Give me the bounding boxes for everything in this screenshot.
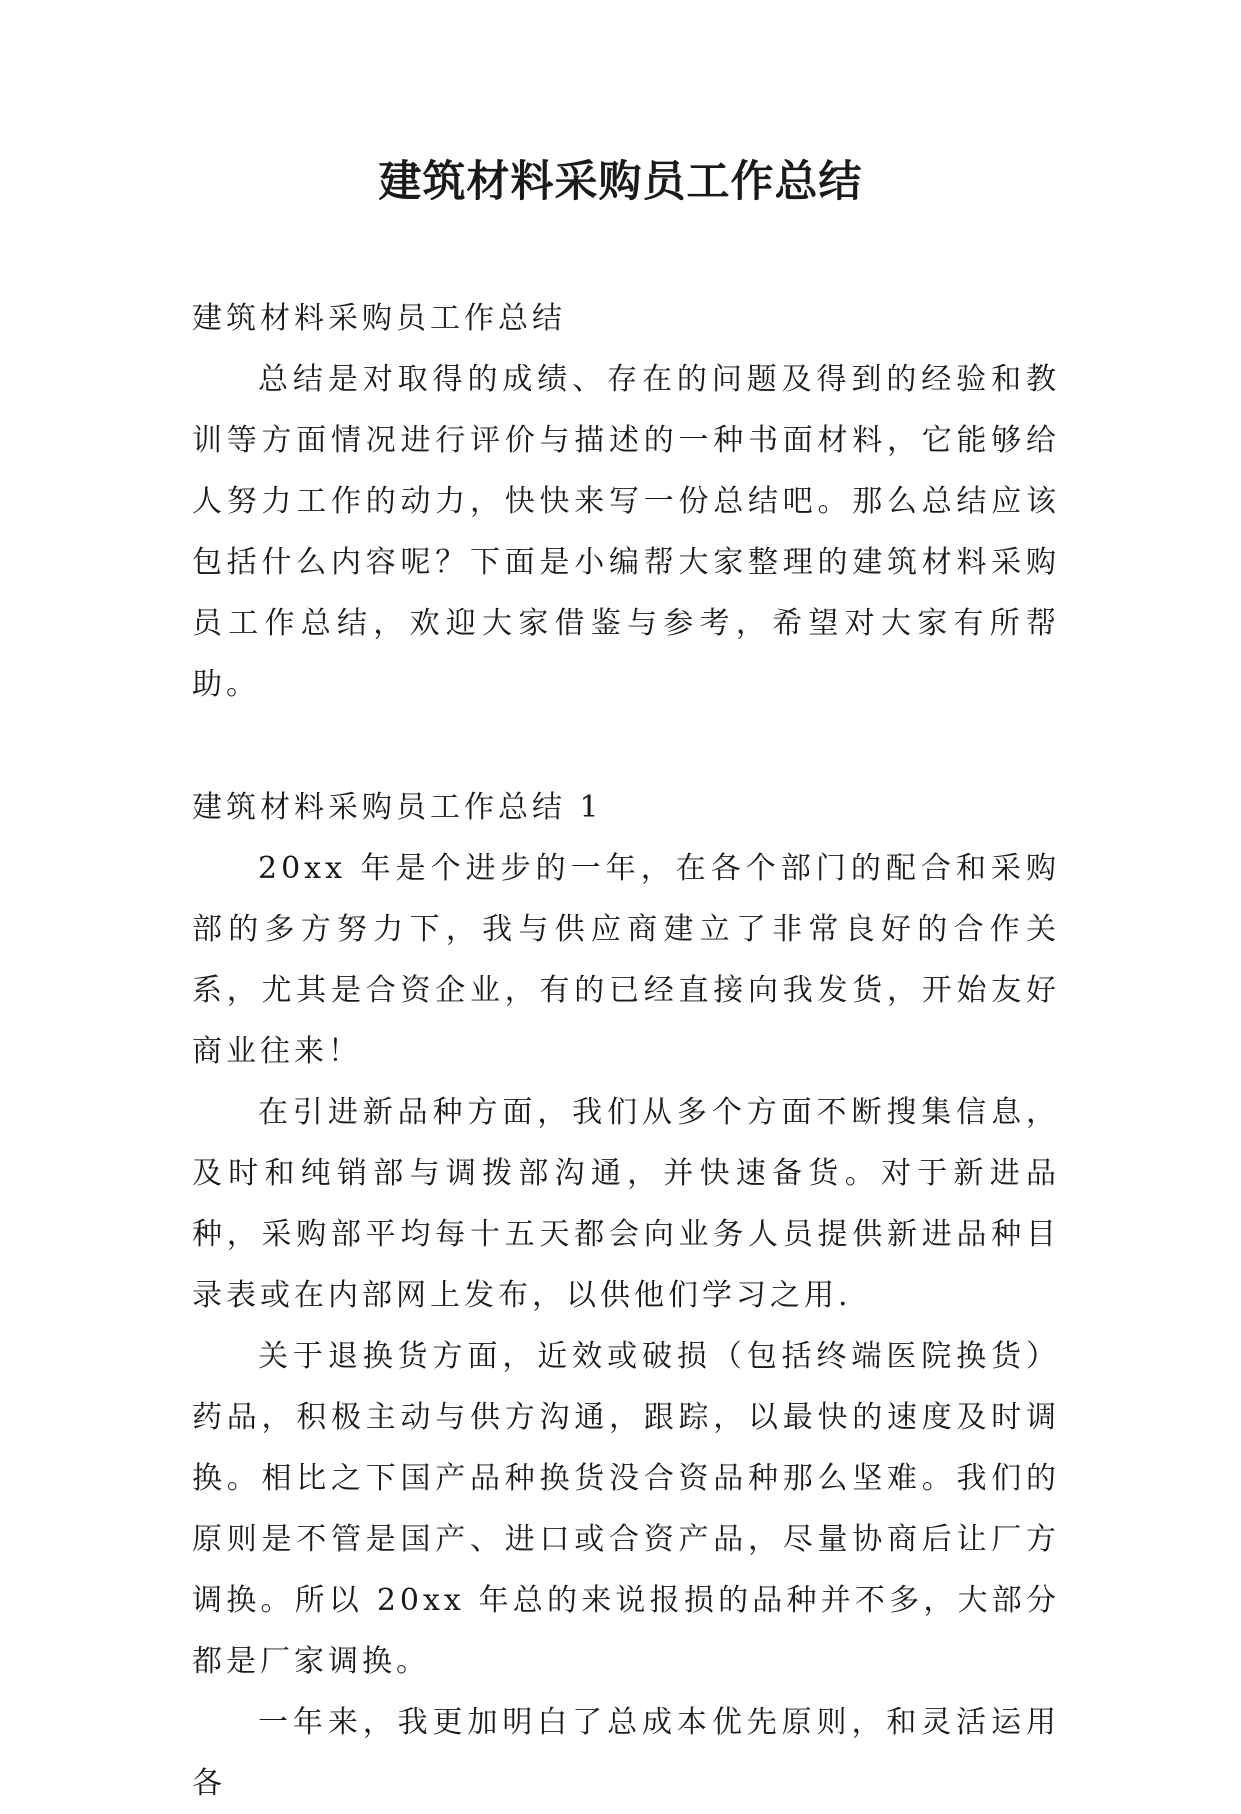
intro-paragraph: 总结是对取得的成绩、存在的问题及得到的经验和教训等方面情况进行评价与描述的一种书面材料，它能够给人努力工作的动力，快快来写一份总结吧。那么总结应该包括什么内容呢？下面是小编帮大家整理的建筑材料采购员工作总结，欢迎大家借鉴与参考，希望对大家有所帮助。 — [192, 362, 1060, 702]
document-title: 建筑材料采购员工作总结 — [378, 157, 863, 207]
section-1-paragraph-2: 在引进新品种方面，我们从多个方面不断搜集信息，及时和纯销部与调拨部沟通，并快速备货。对于新进品种，采购部平均每十五天都会向业务人员提供新进品种目录表或在内部网上发布，以供他们学习之用. — [192, 1095, 1060, 1313]
intro-heading: 建筑材料采购员工作总结 — [192, 301, 566, 336]
section-1-heading: 建筑材料采购员工作总结 1 — [192, 790, 603, 825]
section-1-paragraph-4: 一年来，我更加明白了总成本优先原则，和灵活运用各 — [192, 1705, 1060, 1801]
section-1-paragraph-1: 20xx 年是个进步的一年，在各个部门的配合和采购部的多方努力下，我与供应商建立了非常良好的合作关系，尤其是合资企业，有的已经直接向我发货，开始友好商业往来！ — [192, 851, 1060, 1069]
section-1-paragraph-3: 关于退换货方面，近效或破损（包括终端医院换货）药品，积极主动与供方沟通，跟踪，以最快的速度及时调换。相比之下国产品种换货没合资品种那么坚难。我们的原则是不管是国产、进口或合资产品，尽量协商后让厂方调换。所以 20xx 年总的来说报损的品种并不多，大部分都是厂家调换。 — [192, 1339, 1060, 1679]
section-spacer — [192, 715, 1060, 777]
document-body — [192, 288, 1060, 1814]
